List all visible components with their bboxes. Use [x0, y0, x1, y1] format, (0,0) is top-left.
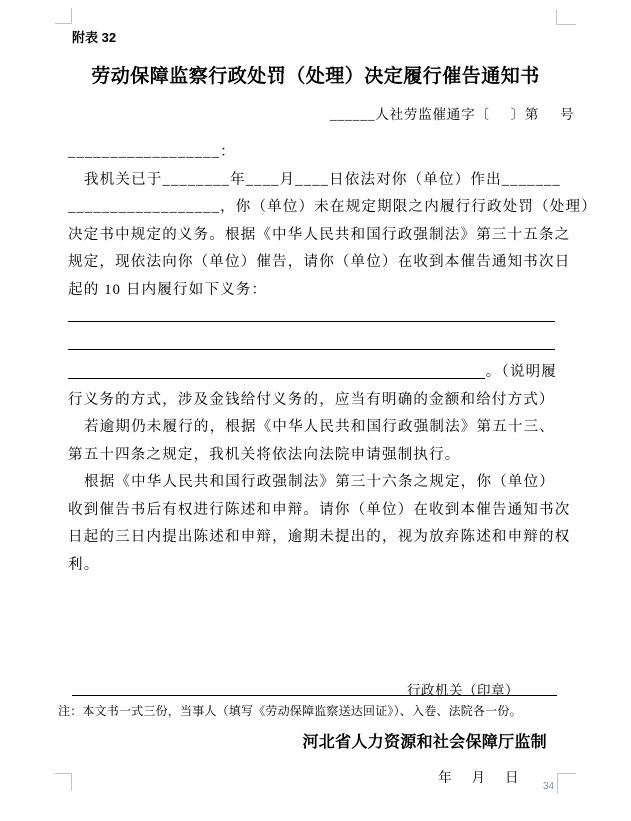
body-line: 收到催告书后有权进行陈述和申辩。请你（单位）在收到本催告通知书次: [68, 501, 571, 518]
document-title: 劳动保障监察行政处罚（处理）决定履行催告通知书: [91, 66, 540, 87]
issuer-line: 河北省人力资源和社会保障厅监制: [302, 734, 547, 751]
blank-fill-line-with-suffix: [68, 359, 557, 387]
body-line: 日起的三日内提出陈述和申辩，逾期未提出的，视为放弃陈述和申辩的权: [68, 529, 571, 545]
margin-mark-bottom-left: [55, 773, 72, 791]
body-line: 规定，现依法向你（单位）催告，请你（单位）在收到本催告通知书次日: [68, 254, 571, 270]
attachment-label: 附表 32: [72, 30, 117, 45]
body-line: 行义务的方式，涉及金钱给付义务的，应当有明确的金额和给付方式）: [68, 391, 555, 408]
margin-mark-top-right: [556, 9, 576, 25]
body-line: __________________，你（单位）未在规定期限之内履行行政处罚（处理）: [68, 199, 597, 215]
doc-number-line: ______人社劳监催通字〔 〕第 号: [330, 107, 575, 122]
blank-fill-rule: [68, 349, 555, 350]
signature-date-line: 年 月 日: [438, 770, 519, 785]
footnote-separator: [72, 695, 557, 696]
body-line: 起的 10 日内履行如下义务：: [68, 281, 268, 298]
body-line: 决定书中规定的义务。根据《中华人民共和国行政强制法》第三十五条之: [68, 226, 571, 243]
body-line: 第五十四条之规定，我机关将依法向法院申请强制执行。: [68, 446, 461, 463]
body-line: 利。: [68, 556, 100, 573]
margin-mark-top-left: [55, 8, 72, 24]
fill-line-suffix-text: 。（说明履: [485, 364, 557, 380]
blank-fill-line: [68, 304, 557, 332]
document-body: [68, 139, 597, 579]
body-line: 根据《中华人民共和国行政强制法》第三十六条之规定，你（单位）: [84, 474, 555, 490]
blank-fill-rule: [68, 359, 485, 379]
blank-fill-line: [68, 332, 557, 360]
footnote: 注：本文书一式三份，当事人（填写《劳动保障监察送达回证》）、入卷、法院各一份。: [58, 704, 522, 718]
signature-block: [407, 618, 519, 821]
body-line: __________________：: [68, 144, 236, 160]
margin-mark-bottom-right: [557, 773, 576, 793]
body-line: 若逾期仍未履行的，根据《中华人民共和国行政强制法》第五十三、: [84, 419, 555, 435]
blank-fill-rule: [68, 321, 555, 322]
body-line: 我机关已于________年____月____日依法对你（单位）作出_______: [84, 171, 561, 188]
page-number: 34: [543, 781, 555, 792]
signature-agency-line: 行政机关（印章）: [407, 683, 519, 698]
